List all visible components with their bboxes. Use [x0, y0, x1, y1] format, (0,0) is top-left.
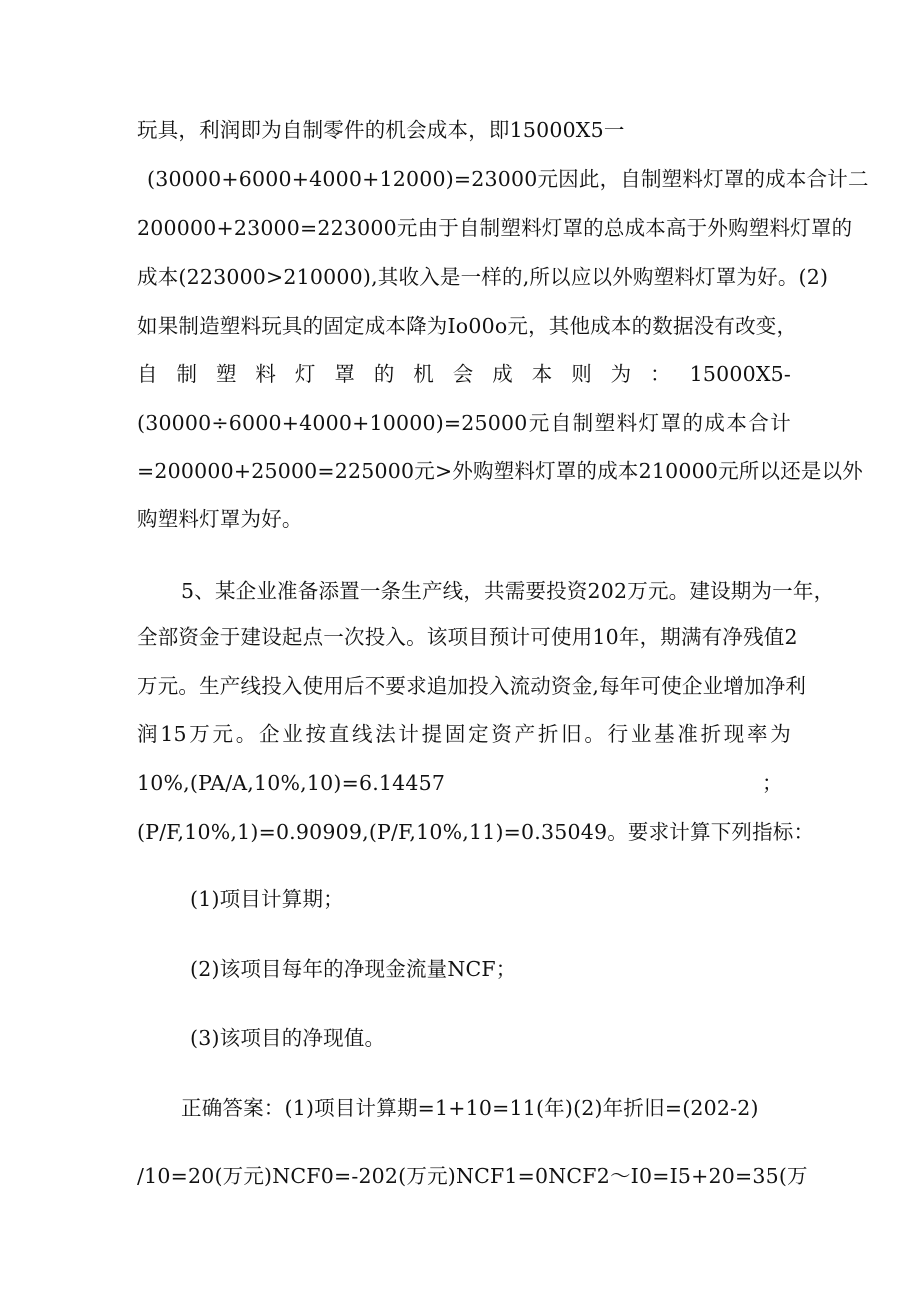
paragraph-line: =200000+25000=225000元>外购塑料灯罩的成本210000元所以还是以外 [137, 459, 863, 483]
paragraph-line: 自制塑料灯罩的机会成本则为：15000X5- [137, 362, 791, 386]
answer-line: 正确答案：(1)项目计算期=1+10=11(年)(2)年折旧=(202-2) [181, 1096, 759, 1120]
paragraph-line: 200000+23000=223000元由于自制塑料灯罩的总成本高于外购塑料灯罩的 [137, 216, 853, 240]
question-line: (P/F,10%,1)=0.90909,(P/F,10%,11)=0.35049。要求计算下列指标： [137, 820, 815, 844]
paragraph-line: 购塑料灯罩为好。 [137, 507, 303, 531]
semicolon: ； [762, 771, 783, 795]
paragraph-line: (30000+6000+4000+12000)=23000元因此，自制塑料灯罩的成本合计二 [147, 167, 869, 191]
question-line: 润15万元。企业按直线法计提固定资产折旧。行业基准折现率为 [137, 722, 791, 746]
sub-question: (2)该项目每年的净现金流量NCF； [190, 957, 517, 981]
paragraph-line: 玩具，利润即为自制零件的机会成本，即15000X5一 [137, 118, 625, 142]
question-line: 全部资金于建设起点一次投入。该项目预计可使用10年，期满有净残值2 [137, 625, 798, 649]
paragraph-line: (30000÷6000+4000+10000)=25000元自制塑料灯罩的成本合计 [137, 411, 791, 435]
sub-question: (3)该项目的净现值。 [190, 1026, 386, 1050]
question-line: 5、某企业准备添置一条生产线，共需要投资202万元。建设期为一年， [181, 579, 835, 603]
paragraph-line: 成本(223000>210000),其收入是一样的,所以应以外购塑料灯罩为好。(2) [137, 265, 829, 289]
question-line: 10%,(PA/A,10%,10)=6.14457 [137, 771, 446, 795]
paragraph-line: 如果制造塑料玩具的固定成本降为Io00o元，其他成本的数据没有改变， [137, 314, 798, 338]
sub-question: (1)项目计算期； [190, 887, 344, 911]
answer-line: /10=20(万元)NCF0=-202(万元)NCF1=0NCF2～I0=I5+20=35(万 [137, 1164, 808, 1188]
question-line: 万元。生产线投入使用后不要求追加投入流动资金,每年可使企业增加净利 [137, 674, 807, 698]
